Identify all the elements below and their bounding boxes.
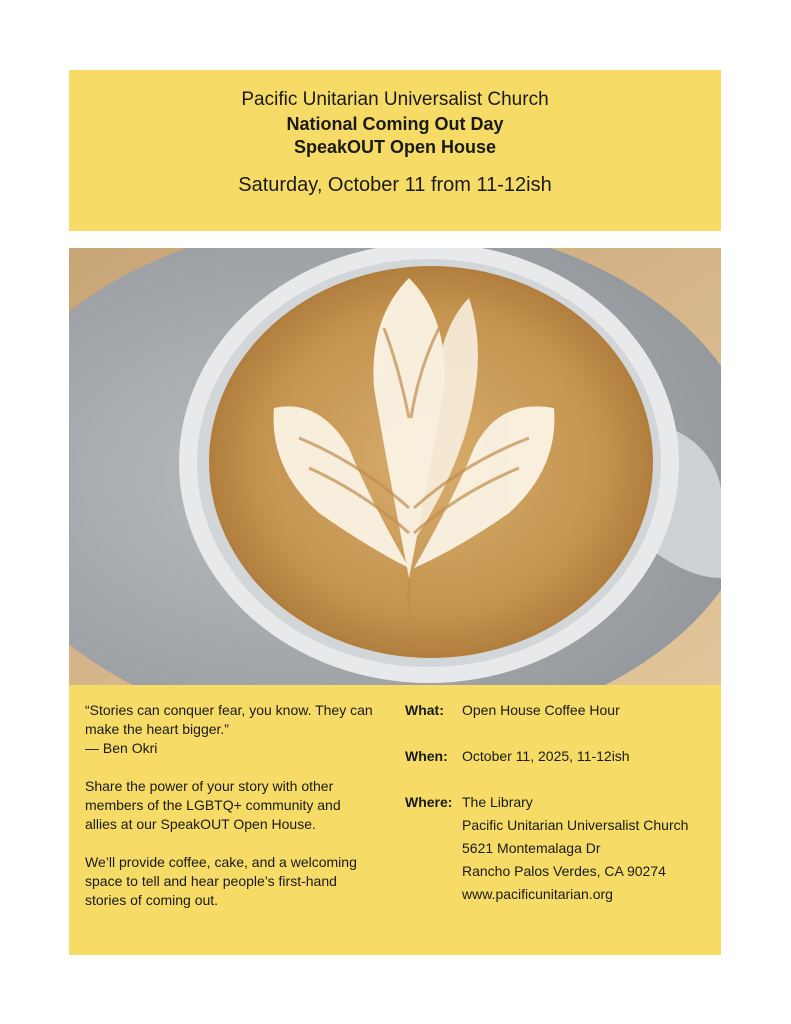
paragraph-line: allies at our SpeakOUT Open House. [85, 816, 316, 832]
event-date: Saturday, October 11 from 11-12ish [238, 174, 552, 196]
paragraph-line: Share the power of your story with other [85, 778, 334, 794]
what-value: Open House Coffee Hour [462, 702, 620, 718]
when-value: October 11, 2025, 11-12ish [462, 748, 630, 764]
address-line: Pacific Unitarian Universalist Church [462, 817, 689, 833]
website-link[interactable]: www.pacificunitarian.org [462, 886, 613, 902]
event-subtitle: SpeakOUT Open House [293, 137, 497, 157]
where-label: Where: [405, 794, 453, 810]
quote-line: make the heart bigger.” [85, 721, 229, 737]
quote-author: — Ben Okri [85, 740, 158, 756]
when-label: When: [405, 748, 448, 764]
header-banner [69, 70, 721, 231]
address-line: Rancho Palos Verdes, CA 90274 [462, 863, 666, 879]
what-label: What: [405, 702, 444, 718]
paragraph-line: members of the LGBTQ+ community and [85, 797, 341, 813]
info-panel [69, 685, 721, 955]
church-name: Pacific Unitarian Universalist Church [241, 89, 549, 110]
event-title: National Coming Out Day [286, 114, 504, 134]
where-value [462, 791, 688, 906]
address-line: 5621 Montemalaga Dr [462, 840, 601, 856]
latte-photo [69, 248, 721, 685]
paragraph-line: space to tell and hear people’s first-hand [85, 873, 337, 889]
paragraph-line: We’ll provide coffee, cake, and a welcoming [85, 854, 357, 870]
paragraph-line: stories of coming out. [85, 892, 219, 908]
address-line: The Library [462, 794, 533, 810]
description-column [85, 701, 390, 910]
quote-line: “Stories can conquer fear, you know. They can [85, 702, 373, 718]
